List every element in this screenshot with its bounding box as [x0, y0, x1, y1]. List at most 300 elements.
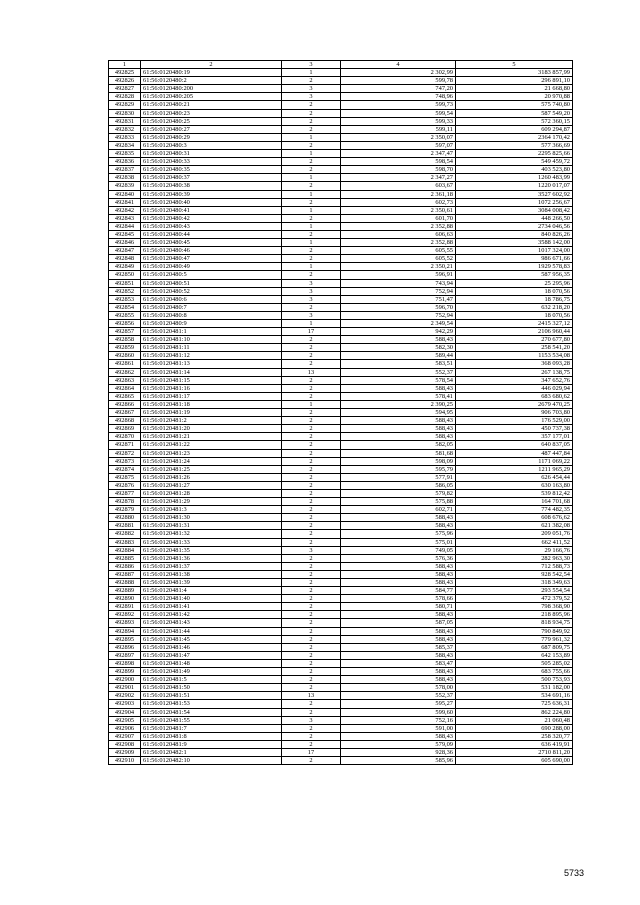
value-cell: 1171 069,22 — [456, 457, 573, 465]
value-cell: 1220 017,07 — [456, 182, 573, 190]
category-cell: 1 — [282, 263, 341, 271]
row-number-cell: 492862 — [109, 368, 141, 376]
table-row — [109, 77, 573, 85]
area-cell: 599,73 — [341, 101, 456, 109]
value-cell: 20 970,88 — [456, 93, 573, 101]
table-row — [109, 400, 573, 408]
category-cell: 2 — [282, 425, 341, 433]
table-row — [109, 101, 573, 109]
cadastral-number-cell: 61:56:0120481:46 — [141, 643, 282, 651]
cadastral-number-cell: 61:56:0120480:46 — [141, 247, 282, 255]
cadastral-number-cell: 61:56:0120481:7 — [141, 724, 282, 732]
area-cell: 596,91 — [341, 271, 456, 279]
category-cell: 2 — [282, 611, 341, 619]
value-cell: 790 849,92 — [456, 627, 573, 635]
category-cell: 2 — [282, 77, 341, 85]
row-number-cell: 492860 — [109, 352, 141, 360]
cadastral-number-cell: 61:56:0120481:40 — [141, 595, 282, 603]
cadastral-number-cell: 61:56:0120481:14 — [141, 368, 282, 376]
table-row — [109, 757, 573, 765]
table-row — [109, 748, 573, 756]
table-row — [109, 247, 573, 255]
category-cell: 2 — [282, 603, 341, 611]
category-cell: 2 — [282, 101, 341, 109]
row-number-cell: 492829 — [109, 101, 141, 109]
value-cell: 687 809,75 — [456, 643, 573, 651]
table-row — [109, 125, 573, 133]
category-cell: 1 — [282, 320, 341, 328]
area-cell: 752,94 — [341, 311, 456, 319]
area-cell: 581,68 — [341, 449, 456, 457]
category-cell: 1 — [282, 239, 341, 247]
category-cell: 2 — [282, 417, 341, 425]
row-number-cell: 492903 — [109, 700, 141, 708]
table-row — [109, 409, 573, 417]
area-cell: 596,70 — [341, 303, 456, 311]
cadastral-number-cell: 61:56:0120481:25 — [141, 465, 282, 473]
value-cell: 267 138,75 — [456, 368, 573, 376]
area-cell: 584,77 — [341, 587, 456, 595]
category-cell: 2 — [282, 214, 341, 222]
row-number-cell: 492907 — [109, 732, 141, 740]
table-row — [109, 109, 573, 117]
cadastral-number-cell: 61:56:0120480:29 — [141, 133, 282, 141]
cadastral-number-cell: 61:56:0120481:18 — [141, 400, 282, 408]
area-cell: 752,94 — [341, 287, 456, 295]
row-number-cell: 492909 — [109, 748, 141, 756]
row-number-cell: 492849 — [109, 263, 141, 271]
cadastral-number-cell: 61:56:0120481:55 — [141, 716, 282, 724]
cadastral-number-cell: 61:56:0120481:29 — [141, 498, 282, 506]
row-number-cell: 492847 — [109, 247, 141, 255]
cadastral-number-cell: 61:56:0120481:38 — [141, 570, 282, 578]
category-cell: 2 — [282, 117, 341, 125]
cadastral-number-cell: 61:56:0120480:52 — [141, 287, 282, 295]
row-number-cell: 492863 — [109, 376, 141, 384]
value-cell: 487 447,84 — [456, 449, 573, 457]
table-row — [109, 684, 573, 692]
table-row — [109, 263, 573, 271]
cadastral-number-cell: 61:56:0120481:19 — [141, 409, 282, 417]
table-row — [109, 554, 573, 562]
table-row — [109, 465, 573, 473]
table-row — [109, 449, 573, 457]
cadastral-number-cell: 61:56:0120481:8 — [141, 732, 282, 740]
category-cell: 2 — [282, 441, 341, 449]
row-number-cell: 492884 — [109, 546, 141, 554]
value-cell: 725 636,31 — [456, 700, 573, 708]
table-row — [109, 740, 573, 748]
value-cell: 176 529,00 — [456, 417, 573, 425]
row-number-cell: 492896 — [109, 643, 141, 651]
row-number-cell: 492893 — [109, 619, 141, 627]
cadastral-number-cell: 61:56:0120480:7 — [141, 303, 282, 311]
area-cell: 2 352,88 — [341, 239, 456, 247]
area-cell: 582,05 — [341, 441, 456, 449]
category-cell: 2 — [282, 619, 341, 627]
value-cell: 505 285,02 — [456, 659, 573, 667]
table-body — [109, 69, 573, 765]
row-number-cell: 492887 — [109, 570, 141, 578]
cadastral-number-cell: 61:56:0120480:25 — [141, 117, 282, 125]
area-cell: 2 390,25 — [341, 400, 456, 408]
value-cell: 774 482,35 — [456, 506, 573, 514]
table-row — [109, 489, 573, 497]
category-cell: 2 — [282, 700, 341, 708]
value-cell: 1211 965,29 — [456, 465, 573, 473]
cadastral-number-cell: 61:56:0120480:35 — [141, 166, 282, 174]
table-row — [109, 611, 573, 619]
value-cell: 403 523,80 — [456, 166, 573, 174]
table-row — [109, 570, 573, 578]
category-cell: 2 — [282, 668, 341, 676]
category-cell: 1 — [282, 69, 341, 77]
category-cell: 2 — [282, 522, 341, 530]
table-row — [109, 295, 573, 303]
category-cell: 1 — [282, 206, 341, 214]
area-cell: 588,43 — [341, 676, 456, 684]
category-cell: 3 — [282, 295, 341, 303]
category-cell: 1 — [282, 133, 341, 141]
area-cell: 583,47 — [341, 659, 456, 667]
value-cell: 549 459,72 — [456, 158, 573, 166]
table-row — [109, 360, 573, 368]
row-number-cell: 492874 — [109, 465, 141, 473]
cadastral-number-cell: 61:56:0120481:12 — [141, 352, 282, 360]
cadastral-number-cell: 61:56:0120481:5 — [141, 676, 282, 684]
column-header: 5 — [456, 61, 573, 69]
value-cell: 712 588,73 — [456, 562, 573, 570]
table-row — [109, 336, 573, 344]
row-number-cell: 492908 — [109, 740, 141, 748]
area-cell: 2 361,18 — [341, 190, 456, 198]
row-number-cell: 492883 — [109, 538, 141, 546]
row-number-cell: 492832 — [109, 125, 141, 133]
category-cell: 2 — [282, 635, 341, 643]
cadastral-number-cell: 61:56:0120481:2 — [141, 417, 282, 425]
table-row — [109, 150, 573, 158]
cadastral-number-cell: 61:56:0120481:39 — [141, 579, 282, 587]
table-row — [109, 514, 573, 522]
value-cell: 218 895,96 — [456, 611, 573, 619]
category-cell: 2 — [282, 595, 341, 603]
row-number-cell: 492825 — [109, 69, 141, 77]
cadastral-number-cell: 61:56:0120481:23 — [141, 449, 282, 457]
table-row — [109, 166, 573, 174]
cadastral-number-cell: 61:56:0120481:43 — [141, 619, 282, 627]
value-cell: 621 382,08 — [456, 522, 573, 530]
row-number-cell: 492889 — [109, 587, 141, 595]
value-cell: 608 676,62 — [456, 514, 573, 522]
row-number-cell: 492859 — [109, 344, 141, 352]
category-cell: 2 — [282, 336, 341, 344]
cadastral-value-table — [108, 60, 573, 765]
category-cell: 2 — [282, 457, 341, 465]
value-cell: 270 677,80 — [456, 336, 573, 344]
category-cell: 2 — [282, 514, 341, 522]
table-row — [109, 69, 573, 77]
category-cell: 2 — [282, 392, 341, 400]
table-row — [109, 190, 573, 198]
row-number-cell: 492826 — [109, 77, 141, 85]
cadastral-number-cell: 61:56:0120481:27 — [141, 481, 282, 489]
row-number-cell: 492850 — [109, 271, 141, 279]
category-cell: 13 — [282, 368, 341, 376]
row-number-cell: 492844 — [109, 222, 141, 230]
area-cell: 2 352,88 — [341, 222, 456, 230]
table-row — [109, 579, 573, 587]
cadastral-number-cell: 61:56:0120480:23 — [141, 109, 282, 117]
table-row — [109, 376, 573, 384]
cadastral-number-cell: 61:56:0120481:45 — [141, 635, 282, 643]
row-number-cell: 492880 — [109, 514, 141, 522]
table-row — [109, 676, 573, 684]
value-cell: 18 070,56 — [456, 287, 573, 295]
table-row — [109, 481, 573, 489]
value-cell: 840 826,26 — [456, 230, 573, 238]
page-number: 5733 — [563, 868, 584, 878]
column-header: 1 — [109, 61, 141, 69]
category-cell: 2 — [282, 255, 341, 263]
area-cell: 588,43 — [341, 514, 456, 522]
area-cell: 599,78 — [341, 77, 456, 85]
area-cell: 575,88 — [341, 498, 456, 506]
category-cell: 2 — [282, 125, 341, 133]
area-cell: 942,29 — [341, 328, 456, 336]
cadastral-number-cell: 61:56:0120480:3 — [141, 141, 282, 149]
area-cell: 577,91 — [341, 473, 456, 481]
table-row — [109, 198, 573, 206]
category-cell: 2 — [282, 166, 341, 174]
cadastral-number-cell: 61:56:0120481:4 — [141, 587, 282, 595]
cadastral-number-cell: 61:56:0120480:21 — [141, 101, 282, 109]
value-cell: 2734 046,56 — [456, 222, 573, 230]
row-number-cell: 492864 — [109, 384, 141, 392]
cadastral-number-cell: 61:56:0120481:10 — [141, 336, 282, 344]
category-cell: 2 — [282, 740, 341, 748]
area-cell: 588,43 — [341, 579, 456, 587]
area-cell: 743,94 — [341, 279, 456, 287]
area-cell: 588,43 — [341, 651, 456, 659]
row-number-cell: 492866 — [109, 400, 141, 408]
cadastral-number-cell: 61:56:0120480:39 — [141, 190, 282, 198]
area-cell: 594,95 — [341, 409, 456, 417]
category-cell: 2 — [282, 489, 341, 497]
area-cell: 602,73 — [341, 198, 456, 206]
value-cell: 575 740,80 — [456, 101, 573, 109]
cadastral-number-cell: 61:56:0120480:6 — [141, 295, 282, 303]
cadastral-number-cell: 61:56:0120480:49 — [141, 263, 282, 271]
value-cell: 798 368,90 — [456, 603, 573, 611]
table-row — [109, 279, 573, 287]
category-cell: 2 — [282, 465, 341, 473]
cadastral-number-cell: 61:56:0120481:26 — [141, 473, 282, 481]
value-cell: 683 755,66 — [456, 668, 573, 676]
area-cell: 578,66 — [341, 595, 456, 603]
cadastral-number-cell: 61:56:0120480:9 — [141, 320, 282, 328]
area-cell: 585,96 — [341, 757, 456, 765]
row-number-cell: 492895 — [109, 635, 141, 643]
table-row — [109, 506, 573, 514]
cadastral-number-cell: 61:56:0120480:40 — [141, 198, 282, 206]
category-cell: 2 — [282, 158, 341, 166]
value-cell: 258 541,20 — [456, 344, 573, 352]
area-cell: 575,01 — [341, 538, 456, 546]
table-row — [109, 239, 573, 247]
table-row — [109, 441, 573, 449]
table-row — [109, 659, 573, 667]
table-row — [109, 417, 573, 425]
cadastral-number-cell: 61:56:0120482:1 — [141, 748, 282, 756]
area-cell: 552,37 — [341, 692, 456, 700]
row-number-cell: 492875 — [109, 473, 141, 481]
value-cell: 1260 483,99 — [456, 174, 573, 182]
category-cell: 3 — [282, 311, 341, 319]
category-cell: 13 — [282, 692, 341, 700]
value-cell: 446 029,94 — [456, 384, 573, 392]
table-row — [109, 651, 573, 659]
category-cell: 2 — [282, 530, 341, 538]
category-cell: 3 — [282, 716, 341, 724]
row-number-cell: 492878 — [109, 498, 141, 506]
area-cell: 588,43 — [341, 627, 456, 635]
value-cell: 450 737,38 — [456, 425, 573, 433]
row-number-cell: 492845 — [109, 230, 141, 238]
table-row — [109, 255, 573, 263]
cadastral-number-cell: 61:56:0120481:31 — [141, 522, 282, 530]
cadastral-number-cell: 61:56:0120481:49 — [141, 668, 282, 676]
cadastral-number-cell: 61:56:0120481:17 — [141, 392, 282, 400]
cadastral-number-cell: 61:56:0120481:16 — [141, 384, 282, 392]
column-header: 3 — [282, 61, 341, 69]
table-row — [109, 311, 573, 319]
category-cell: 2 — [282, 384, 341, 392]
cadastral-number-cell: 61:56:0120481:41 — [141, 603, 282, 611]
category-cell: 2 — [282, 352, 341, 360]
table-row — [109, 724, 573, 732]
cadastral-number-cell: 61:56:0120480:51 — [141, 279, 282, 287]
cadastral-number-cell: 61:56:0120481:22 — [141, 441, 282, 449]
value-cell: 779 961,32 — [456, 635, 573, 643]
cadastral-number-cell: 61:56:0120481:11 — [141, 344, 282, 352]
area-cell: 591,00 — [341, 724, 456, 732]
value-cell: 605 690,00 — [456, 757, 573, 765]
row-number-cell: 492899 — [109, 668, 141, 676]
value-cell: 3183 857,99 — [456, 69, 573, 77]
area-cell: 606,63 — [341, 230, 456, 238]
area-cell: 588,43 — [341, 732, 456, 740]
value-cell: 3084 008,42 — [456, 206, 573, 214]
area-cell: 599,54 — [341, 109, 456, 117]
row-number-cell: 492827 — [109, 85, 141, 93]
value-cell: 258 320,77 — [456, 732, 573, 740]
table-row — [109, 206, 573, 214]
category-cell: 17 — [282, 748, 341, 756]
row-number-cell: 492872 — [109, 449, 141, 457]
row-number-cell: 492843 — [109, 214, 141, 222]
value-cell: 18 786,75 — [456, 295, 573, 303]
category-cell: 2 — [282, 247, 341, 255]
category-cell: 2 — [282, 570, 341, 578]
cadastral-number-cell: 61:56:0120481:28 — [141, 489, 282, 497]
value-cell: 472 379,52 — [456, 595, 573, 603]
cadastral-number-cell: 61:56:0120481:15 — [141, 376, 282, 384]
category-cell: 2 — [282, 376, 341, 384]
value-cell: 1153 534,08 — [456, 352, 573, 360]
value-cell: 862 224,80 — [456, 708, 573, 716]
area-cell: 583,51 — [341, 360, 456, 368]
area-cell: 748,96 — [341, 93, 456, 101]
category-cell: 1 — [282, 150, 341, 158]
value-cell: 640 837,05 — [456, 441, 573, 449]
cadastral-number-cell: 61:56:0120480:5 — [141, 271, 282, 279]
area-cell: 2 350,61 — [341, 206, 456, 214]
cadastral-number-cell: 61:56:0120481:21 — [141, 433, 282, 441]
value-cell: 587 549,20 — [456, 109, 573, 117]
category-cell: 3 — [282, 93, 341, 101]
category-cell: 2 — [282, 732, 341, 740]
row-number-cell: 492910 — [109, 757, 141, 765]
area-cell: 588,43 — [341, 384, 456, 392]
category-cell: 2 — [282, 684, 341, 692]
row-number-cell: 492854 — [109, 303, 141, 311]
cadastral-number-cell: 61:56:0120481:9 — [141, 740, 282, 748]
table-row — [109, 222, 573, 230]
value-cell: 1072 256,67 — [456, 198, 573, 206]
row-number-cell: 492902 — [109, 692, 141, 700]
table-row — [109, 320, 573, 328]
row-number-cell: 492842 — [109, 206, 141, 214]
table-row — [109, 344, 573, 352]
row-number-cell: 492857 — [109, 328, 141, 336]
table-row — [109, 643, 573, 651]
area-cell: 576,36 — [341, 554, 456, 562]
table-row — [109, 271, 573, 279]
value-cell: 357 177,01 — [456, 433, 573, 441]
table-row — [109, 133, 573, 141]
row-number-cell: 492881 — [109, 522, 141, 530]
value-cell: 577 366,69 — [456, 141, 573, 149]
table-row — [109, 214, 573, 222]
value-cell: 636 419,91 — [456, 740, 573, 748]
table-header-row — [109, 61, 573, 69]
table-row — [109, 368, 573, 376]
category-cell: 2 — [282, 344, 341, 352]
table-row — [109, 587, 573, 595]
row-number-cell: 492853 — [109, 295, 141, 303]
value-cell: 642 153,89 — [456, 651, 573, 659]
row-number-cell: 492834 — [109, 141, 141, 149]
table-row — [109, 498, 573, 506]
row-number-cell: 492892 — [109, 611, 141, 619]
category-cell: 2 — [282, 676, 341, 684]
table-row — [109, 473, 573, 481]
category-cell: 2 — [282, 303, 341, 311]
value-cell: 609 294,87 — [456, 125, 573, 133]
value-cell: 18 070,56 — [456, 311, 573, 319]
cadastral-number-cell: 61:56:0120480:2 — [141, 77, 282, 85]
area-cell: 582,30 — [341, 344, 456, 352]
cadastral-number-cell: 61:56:0120481:1 — [141, 328, 282, 336]
category-cell: 2 — [282, 627, 341, 635]
area-cell: 595,79 — [341, 465, 456, 473]
table-row — [109, 457, 573, 465]
category-cell: 2 — [282, 506, 341, 514]
category-cell: 2 — [282, 724, 341, 732]
table-row — [109, 287, 573, 295]
category-cell: 2 — [282, 579, 341, 587]
row-number-cell: 492855 — [109, 311, 141, 319]
